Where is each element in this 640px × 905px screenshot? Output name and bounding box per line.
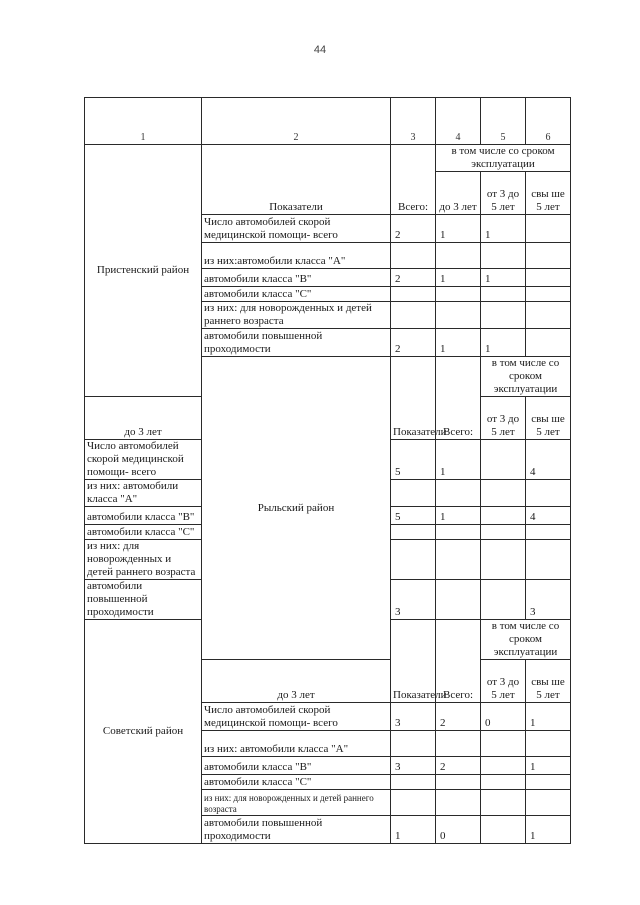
over-5-value: [526, 287, 571, 302]
over-5-value: [526, 790, 571, 816]
from-3-to-5-value: [481, 243, 526, 269]
up-to-3-value: 1: [436, 329, 481, 357]
up-to-3-value: 0: [436, 816, 481, 844]
up-to-3-value: 1: [436, 215, 481, 243]
from-3-to-5-header: от 3 до 5 лет: [481, 660, 526, 703]
indicator-label: автомобили класса "С": [202, 775, 391, 790]
total-value: 1: [391, 816, 436, 844]
indicator-label: из них: для новорожденных и детей раннего возраста: [202, 302, 391, 329]
column-number: 1: [85, 98, 202, 145]
total-value: 2: [391, 269, 436, 287]
total-value: 5: [391, 440, 436, 480]
total-value: [391, 243, 436, 269]
over-5-value: 4: [526, 440, 571, 480]
total-value: [391, 731, 436, 757]
over-5-value: [526, 329, 571, 357]
total-value: 2: [391, 215, 436, 243]
from-3-to-5-value: [481, 731, 526, 757]
over-5-value: [526, 269, 571, 287]
period-group-header: в том числе со сроком эксплуатации: [481, 620, 571, 660]
from-3-to-5-value: [481, 757, 526, 775]
indicator-label: из них: для новорожденных и детей раннего возраста: [85, 540, 202, 580]
over-5-value: [526, 540, 571, 580]
indicators-header: Показатели: [391, 357, 436, 440]
district-name: Рыльский район: [202, 357, 391, 660]
column-number: 6: [526, 98, 571, 145]
indicators-header: Показатели: [202, 145, 391, 215]
up-to-3-header: до 3 лет: [202, 660, 391, 703]
up-to-3-value: [436, 287, 481, 302]
over-5-value: [526, 243, 571, 269]
total-header: Всего:: [436, 620, 481, 703]
indicator-label: Число автомобилей скорой медицинской помощи- всего: [202, 215, 391, 243]
from-3-to-5-value: [481, 540, 526, 580]
period-group-header: в том числе со сроком эксплуатации: [436, 145, 571, 172]
up-to-3-value: 1: [436, 269, 481, 287]
up-to-3-value: [436, 580, 481, 620]
from-3-to-5-value: 1: [481, 215, 526, 243]
over-5-value: [526, 731, 571, 757]
indicator-label: автомобили повышенной проходимости: [85, 580, 202, 620]
up-to-3-value: [436, 480, 481, 507]
up-to-3-header: до 3 лет: [436, 172, 481, 215]
indicator-label: автомобили повышенной проходимости: [202, 329, 391, 357]
page-number: 44: [313, 44, 327, 56]
district-name: Пристенский район: [85, 145, 202, 397]
indicator-label: из них: для новорожденных и детей раннего возраста: [202, 790, 391, 816]
indicator-label: автомобили повышенной проходимости: [202, 816, 391, 844]
indicator-label: Число автомобилей скорой медицинской помощи- всего: [85, 440, 202, 480]
total-value: [391, 775, 436, 790]
period-group-header: в том числе со сроком эксплуатации: [481, 357, 571, 397]
column-number-row: [85, 98, 571, 145]
header-row-period: [85, 145, 571, 172]
from-3-to-5-value: [481, 775, 526, 790]
from-3-to-5-header: от 3 до 5 лет: [481, 397, 526, 440]
over-5-value: [526, 215, 571, 243]
from-3-to-5-value: [481, 507, 526, 525]
over-5-value: 1: [526, 757, 571, 775]
from-3-to-5-value: [481, 816, 526, 844]
up-to-3-value: 1: [436, 507, 481, 525]
district-name: Советский район: [85, 620, 202, 844]
total-header: Всего:: [391, 145, 436, 215]
up-to-3-value: [436, 731, 481, 757]
total-value: 3: [391, 703, 436, 731]
indicators-header: Показатели: [391, 620, 436, 703]
ambulance-table: [84, 97, 571, 844]
indicator-label: автомобили класса "В": [202, 269, 391, 287]
column-number: 2: [202, 98, 391, 145]
over-5-value: [526, 525, 571, 540]
over-5-header: свы ше 5 лет: [526, 397, 571, 440]
over-5-value: 1: [526, 816, 571, 844]
over-5-header: свы ше 5 лет: [526, 172, 571, 215]
total-value: [391, 790, 436, 816]
from-3-to-5-value: 0: [481, 703, 526, 731]
indicator-label: автомобили класса "С": [85, 525, 202, 540]
up-to-3-value: [436, 540, 481, 580]
from-3-to-5-value: 1: [481, 269, 526, 287]
over-5-value: [526, 302, 571, 329]
over-5-value: [526, 480, 571, 507]
from-3-to-5-value: [481, 480, 526, 507]
up-to-3-value: [436, 525, 481, 540]
indicator-label: автомобили класса "В": [85, 507, 202, 525]
over-5-value: [526, 775, 571, 790]
from-3-to-5-value: [481, 440, 526, 480]
indicator-label: из них: автомобили класса "А": [202, 731, 391, 757]
over-5-value: 1: [526, 703, 571, 731]
from-3-to-5-value: [481, 302, 526, 329]
from-3-to-5-value: [481, 525, 526, 540]
over-5-value: 3: [526, 580, 571, 620]
total-header: Всего:: [436, 357, 481, 440]
up-to-3-value: 2: [436, 703, 481, 731]
indicator-label: Число автомобилей скорой медицинской помощи- всего: [202, 703, 391, 731]
up-to-3-value: [436, 790, 481, 816]
total-value: 3: [391, 580, 436, 620]
total-value: 2: [391, 329, 436, 357]
column-number: 4: [436, 98, 481, 145]
over-5-value: 4: [526, 507, 571, 525]
total-value: [391, 540, 436, 580]
from-3-to-5-value: [481, 790, 526, 816]
from-3-to-5-value: [481, 287, 526, 302]
over-5-header: свы ше 5 лет: [526, 660, 571, 703]
from-3-to-5-value: 1: [481, 329, 526, 357]
up-to-3-header: до 3 лет: [85, 397, 202, 440]
from-3-to-5-header: от 3 до 5 лет: [481, 172, 526, 215]
column-number: 3: [391, 98, 436, 145]
total-value: 5: [391, 507, 436, 525]
indicator-label: из них: автомобили класса "А": [85, 480, 202, 507]
table-body: [85, 145, 571, 844]
indicator-label: из них:автомобили класса "А": [202, 243, 391, 269]
indicator-label: автомобили класса "В": [202, 757, 391, 775]
total-value: [391, 302, 436, 329]
indicator-label: автомобили класса "С": [202, 287, 391, 302]
up-to-3-value: [436, 302, 481, 329]
total-value: [391, 480, 436, 507]
up-to-3-value: 1: [436, 440, 481, 480]
up-to-3-value: [436, 775, 481, 790]
up-to-3-value: 2: [436, 757, 481, 775]
column-number: 5: [481, 98, 526, 145]
from-3-to-5-value: [481, 580, 526, 620]
up-to-3-value: [436, 243, 481, 269]
total-value: [391, 525, 436, 540]
total-value: 3: [391, 757, 436, 775]
total-value: [391, 287, 436, 302]
